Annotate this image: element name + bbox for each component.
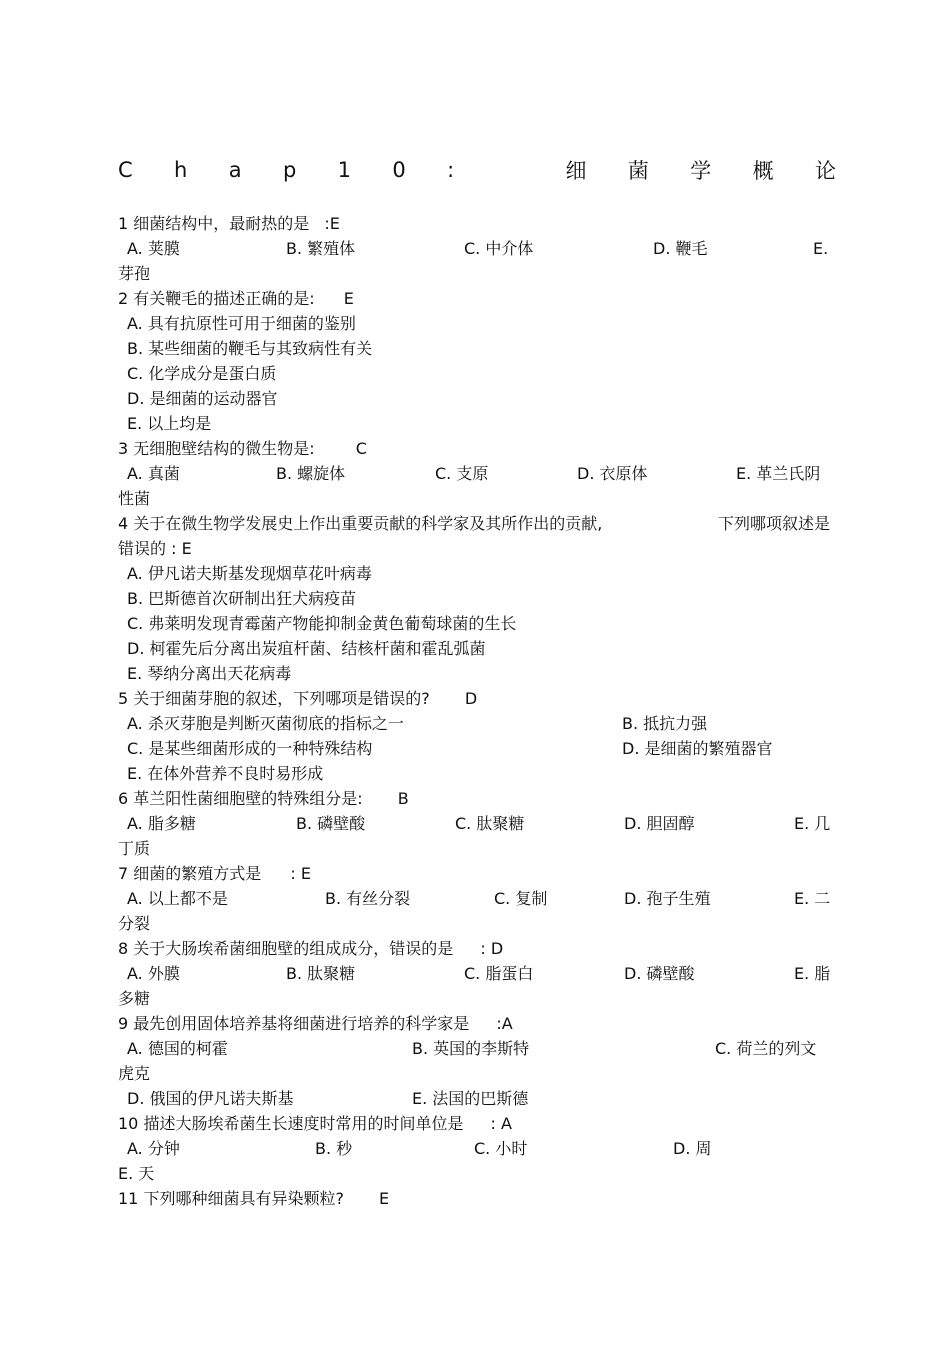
- answer: E: [379, 1189, 390, 1208]
- option-b: B. 有丝分裂: [325, 889, 411, 908]
- question-4: [118, 511, 836, 536]
- answer: C: [355, 439, 367, 458]
- option-wrap: 多糖: [118, 989, 151, 1008]
- title-char: :: [447, 158, 455, 182]
- title-char: p: [282, 158, 297, 182]
- question-6: [118, 786, 836, 811]
- answer: : E: [290, 864, 311, 883]
- title-char: a: [228, 158, 242, 182]
- question-text: 8 关于大肠埃希菌细胞壁的组成成分，错误的是: [118, 939, 454, 958]
- question-text: 6 革兰阳性菌细胞壁的特殊组分是:: [118, 789, 363, 808]
- option-a: A. 以上都不是: [127, 889, 228, 908]
- answer: :E: [324, 214, 340, 233]
- option-b: B. 磷壁酸: [296, 814, 366, 833]
- option-d: D. 鞭毛: [653, 239, 708, 258]
- question-text-right: 下列哪项叙述是: [717, 514, 830, 533]
- option-e: E.: [813, 239, 829, 258]
- option-a: A. 杀灭芽胞是判断灭菌彻底的指标之一: [127, 714, 404, 733]
- option-c: C. 化学成分是蛋白质: [127, 364, 277, 383]
- option-b: B. 抵抗力强: [622, 714, 708, 733]
- options-row: [118, 1136, 836, 1161]
- option-d: D. 衣原体: [577, 464, 648, 483]
- question-text: 4 关于在微生物学发展史上作出重要贡献的科学家及其所作出的贡献,: [118, 514, 603, 533]
- question-text: 5 关于细菌芽胞的叙述，下列哪项是错误的?: [118, 689, 430, 708]
- option-d: D. 俄国的伊凡诺夫斯基: [127, 1089, 294, 1108]
- answer: D: [464, 689, 478, 708]
- question-text: 7 细菌的繁殖方式是: [118, 864, 262, 883]
- chapter-title: [118, 154, 836, 186]
- option-e: E. 二: [794, 889, 831, 908]
- title-char: 概: [752, 159, 774, 183]
- question-2: [118, 286, 836, 311]
- options-row: [118, 811, 836, 836]
- answer: E: [343, 289, 354, 308]
- option-c: C. 复制: [494, 889, 548, 908]
- option-e: E. 天: [118, 1164, 155, 1183]
- option-c: C. 荷兰的列文: [715, 1039, 817, 1058]
- option-e: E. 琴纳分离出天花病毒: [127, 664, 292, 683]
- option-b: B. 某些细菌的鞭毛与其致病性有关: [127, 339, 373, 358]
- answer: : A: [490, 1114, 512, 1133]
- options-row: [118, 961, 836, 986]
- option-c: C. 中介体: [464, 239, 534, 258]
- options-row: [118, 886, 836, 911]
- options-row: [118, 236, 836, 261]
- option-b: B. 巴斯德首次研制出狂犬病疫苗: [127, 589, 357, 608]
- title-char: 学: [690, 159, 712, 183]
- option-a: A. 荚膜: [127, 239, 180, 258]
- option-c: C. 脂蛋白: [464, 964, 534, 983]
- question-1: [118, 211, 836, 236]
- title-char: 0: [392, 158, 406, 182]
- option-e: E. 法国的巴斯德: [412, 1089, 529, 1108]
- question-continuation: 错误的 : E: [118, 539, 192, 558]
- option-b: B. 肽聚糖: [286, 964, 356, 983]
- question-7: [118, 861, 836, 886]
- option-d: D. 柯霍先后分离出炭疽杆菌、结核杆菌和霍乱弧菌: [127, 639, 486, 658]
- title-char: C: [118, 158, 133, 182]
- options-row: [118, 1036, 836, 1061]
- option-wrap: 性菌: [118, 489, 151, 508]
- option-d: D. 胆固醇: [624, 814, 695, 833]
- options-row: [118, 1086, 836, 1111]
- option-a: A. 分钟: [127, 1139, 180, 1158]
- question-text: 1 细菌结构中，最耐热的是: [118, 214, 310, 233]
- option-a: A. 德国的柯霍: [127, 1039, 228, 1058]
- option-wrap: 虎克: [118, 1064, 151, 1083]
- question-list: [118, 211, 836, 1211]
- question-3: [118, 436, 836, 461]
- option-b: B. 繁殖体: [286, 239, 356, 258]
- option-wrap: 分裂: [118, 914, 151, 933]
- option-c: C. 弗莱明发现青霉菌产物能抑制金黄色葡萄球菌的生长: [127, 614, 517, 633]
- option-e: E. 几: [794, 814, 831, 833]
- question-text: 11 下列哪种细菌具有异染颗粒?: [118, 1189, 344, 1208]
- option-wrap: 芽孢: [118, 264, 151, 283]
- option-b: B. 英国的李斯特: [412, 1039, 530, 1058]
- question-10: [118, 1111, 836, 1136]
- answer: : D: [480, 939, 504, 958]
- answer: B: [397, 789, 409, 808]
- question-text: 10 描述大肠埃希菌生长速度时常用的时间单位是: [118, 1114, 464, 1133]
- question-8: [118, 936, 836, 961]
- title-char: h: [174, 158, 188, 182]
- option-a: A. 伊凡诺夫斯基发现烟草花叶病毒: [127, 564, 372, 583]
- option-d: D. 是细菌的运动器官: [127, 389, 278, 408]
- option-b: B. 螺旋体: [276, 464, 346, 483]
- question-11: [118, 1186, 836, 1211]
- option-d: D. 孢子生殖: [624, 889, 711, 908]
- question-9: [118, 1011, 836, 1036]
- option-c: C. 小时: [474, 1139, 528, 1158]
- answer: :A: [496, 1014, 513, 1033]
- options-row: [118, 461, 836, 486]
- option-a: A. 外膜: [127, 964, 180, 983]
- option-b: B. 秒: [315, 1139, 353, 1158]
- title-char: 细: [565, 159, 587, 183]
- options-row: [118, 736, 836, 761]
- option-c: C. 支原: [435, 464, 489, 483]
- option-e: E. 革兰氏阴: [736, 464, 821, 483]
- option-d: D. 磷壁酸: [624, 964, 695, 983]
- options-row: [118, 711, 836, 736]
- option-c: C. 肽聚糖: [455, 814, 525, 833]
- title-char: 论: [814, 159, 836, 183]
- option-d: D. 是细菌的繁殖器官: [622, 739, 773, 758]
- title-char: 1: [337, 158, 352, 182]
- option-c: C. 是某些细菌形成的一种特殊结构: [127, 739, 373, 758]
- question-5: [118, 686, 836, 711]
- question-text: 3 无细胞壁结构的微生物是:: [118, 439, 315, 458]
- option-e: E. 在体外营养不良时易形成: [127, 764, 324, 783]
- option-a: A. 脂多糖: [127, 814, 196, 833]
- option-wrap: 丁质: [118, 839, 151, 858]
- question-text: 2 有关鞭毛的描述正确的是:: [118, 289, 315, 308]
- option-a: A. 具有抗原性可用于细菌的鉴别: [127, 314, 356, 333]
- option-a: A. 真菌: [127, 464, 180, 483]
- question-text: 9 最先创用固体培养基将细菌进行培养的科学家是: [118, 1014, 470, 1033]
- title-char: 菌: [627, 159, 649, 183]
- option-e: E. 脂: [794, 964, 831, 983]
- option-d: D. 周: [673, 1139, 712, 1158]
- option-e: E. 以上均是: [127, 414, 212, 433]
